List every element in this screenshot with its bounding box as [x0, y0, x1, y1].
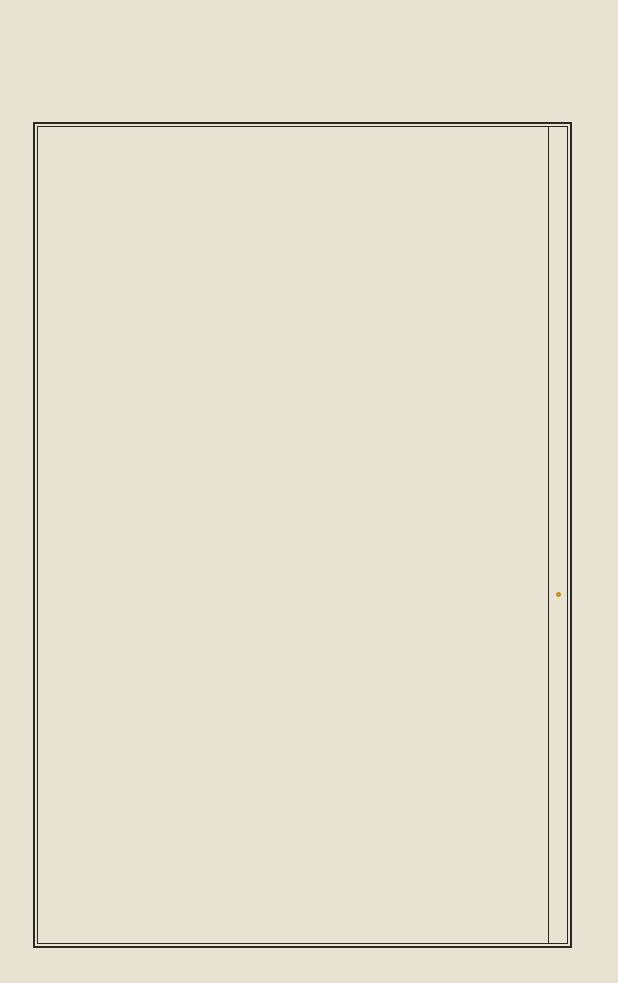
page-frame-inner: [37, 126, 568, 944]
margin-dot: [556, 592, 561, 597]
margin-divider: [548, 126, 549, 944]
